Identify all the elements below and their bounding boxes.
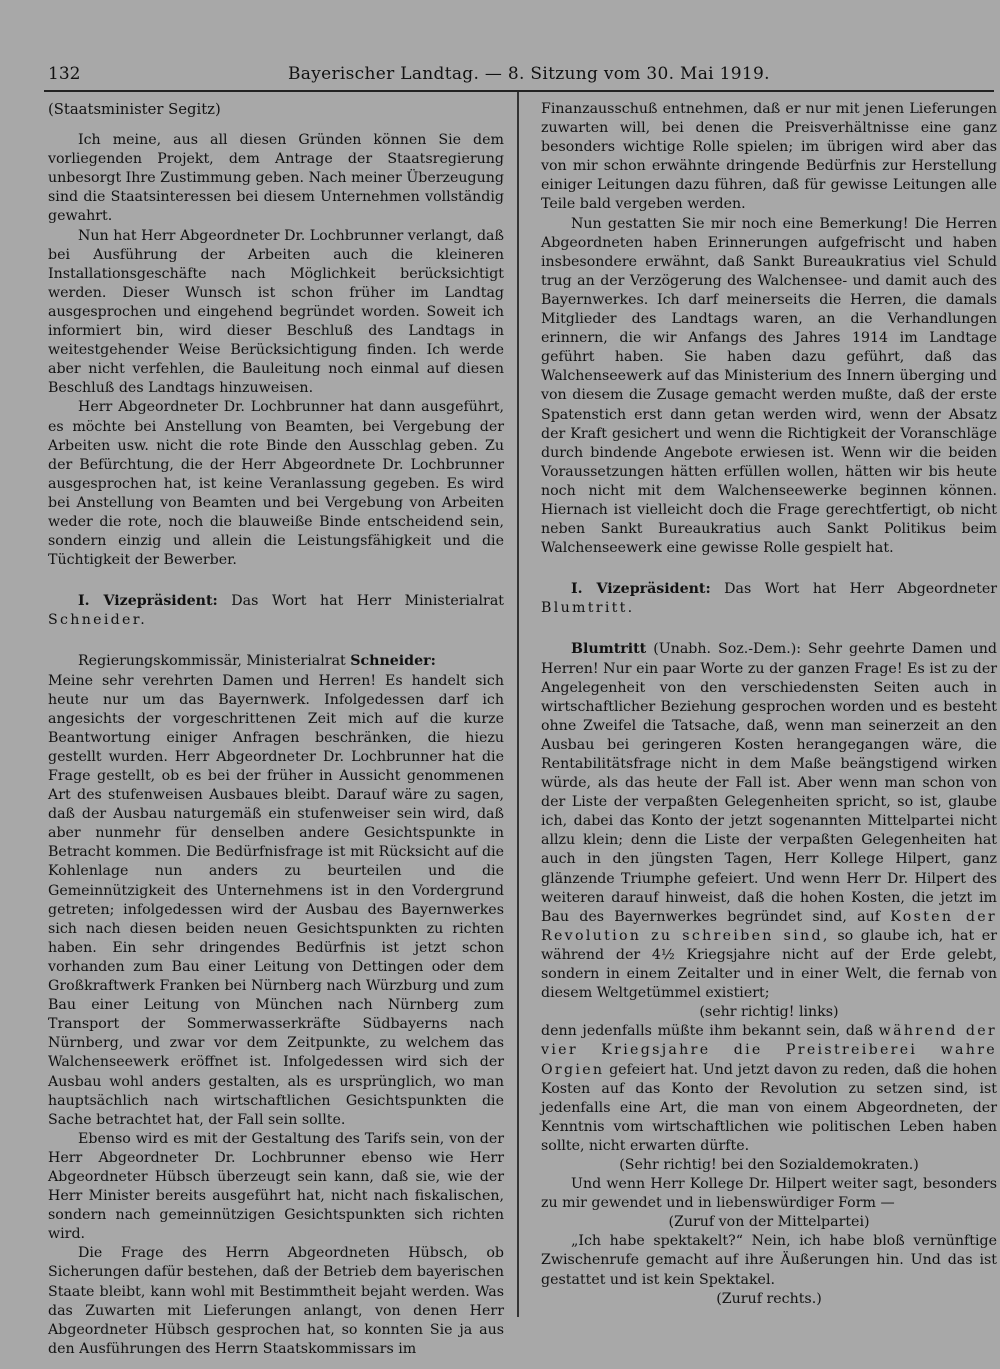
column-divider <box>517 92 519 1317</box>
running-title: Bayerischer Landtag. — 8. Sitzung vom 30. Mai 1919. <box>288 64 770 84</box>
paragraph: Nun gestatten Sie mir noch eine Bemerkung! Die Herren Abgeordneten haben Erinnerungen aufgefrischt und haben insbesondere erwähnt, daß Sankt Bureaukratius viel Schuld trug an der Verzögerung des Walchensee- und damit auch des Bayernwerkes. Ich darf meinerseits die Herren, die damals Mitglieder des Landtags waren, an die Verhandlungen erinnern, die wir Anfangs des Jahres 1914 im Landtage geführt haben. Sie haben dazu geführt, daß das Walchenseewerk auf das Ministerium des Innern überging und von diesem die Zusage gemacht werden mußte, daß der erste Spatenstich erst dann getan werden wird, wenn der Absatz der Kraft gesichert und wenn die Richtigkeit der Voranschläge durch bindende Angebote erwiesen ist. Wenn wir die beiden Voraussetzungen hätten erfüllen wollen, hätten wir bis heute noch nicht mit dem Walchenseewerke beginnen können. Hiernach ist vielleicht doch die Frage gerechtfertigt, ob nicht neben Sankt Bureaukratius auch Sankt Politikus beim Walchenseewerk eine gewisse Rolle gespielt hat. <box>541 215 997 557</box>
spaced-emphasis: Kosten der Revolution zu schreiben sind, <box>541 908 998 944</box>
vice-president-line <box>48 592 504 630</box>
paragraph: Ich meine, aus all diesen Gründen können Sie dem vorliegenden Projekt, dem Antrage der Staatsregierung unbesorgt Ihre Zustimmung geben. Nach meiner Überzeugung sind die Staatsinteressen bei diesem Unternehmen vollständig gewahrt. <box>48 132 504 225</box>
paragraph: Ebenso wird es mit der Gestaltung des Tarifs sein, von der Herr Abgeordneter Dr. Lochbrunner ebenso wie Herr Abgeordneter Hübsch überzeugt sein kann, daß sie, wie der Herr Minister bereits ausgeführt hat, nicht nach fiskalischen, sondern nach gemeinnützigen Gesichtspunkten sich richten wird. <box>48 1130 504 1243</box>
page-number: 132 <box>48 64 81 84</box>
paragraph: Finanzausschuß entnehmen, daß er nur mit jenen Lieferungen zuwarten will, bei denen die Preisverhältnisse eine ganz besonders wichtige Rolle spielen; im übrigen wird aber das von mir schon erwähnte dringende Bedürfnis zur Herstellung einiger Leitungen dazu führen, daß für gewisse Leitungen alle Teile bald vergeben werden. <box>541 101 997 213</box>
right-column <box>541 100 997 1309</box>
commissioner-line <box>48 652 504 671</box>
speaker-title: Regierungskommissär, Ministerialrat <box>78 653 346 670</box>
speech-text: denn jedenfalls müßte ihm bekannt sein, daß <box>541 1023 873 1040</box>
speaker-name: Blumtritt. <box>541 600 635 617</box>
spacer <box>48 570 504 592</box>
left-column <box>48 100 504 1359</box>
speaker-name: Schneider. <box>48 612 148 629</box>
paragraph <box>541 1022 997 1156</box>
vice-president-line <box>541 580 997 618</box>
speaker-label: I. Vizepräsident: <box>571 581 711 598</box>
interjection: (sehr richtig! links) <box>699 1004 839 1021</box>
speaker-text: Das Wort hat Herr Abgeordneter <box>724 581 997 598</box>
speaker-name: Blumtritt <box>571 641 647 658</box>
spacer <box>541 618 997 640</box>
interjection: (Zuruf rechts.) <box>716 1290 822 1307</box>
page-header <box>48 64 978 86</box>
paragraph: Und wenn Herr Kollege Dr. Hilpert weiter sagt, besonders zu mir gewendet und in liebenswürdiger Form — <box>541 1176 997 1212</box>
speaker-tag: (Staatsminister Segitz) <box>48 101 221 118</box>
speech-text: so glaube ich, hat er während der 4½ Kriegsjahre nicht auf der Erde gelebt, sondern in einem Zeitalter und in einer Welt, die fernab von diesem Weltgetümmel existiert; <box>541 927 997 1002</box>
speech-paragraph <box>541 640 997 1003</box>
paragraph: Herr Abgeordneter Dr. Lochbrunner hat dann ausgeführt, es möchte bei Anstellung von Beamten, bei Vergebung der Arbeiten usw. nicht die rote Binde den Ausschlag geben. Zu der Befürchtung, die der Herr Abgeordnete Dr. Lochbrunner ausgesprochen hat, ist keine Veranlassung gegeben. Es wird bei Anstellung von Beamten und bei Vergebung von Arbeiten weder die rote, noch die blauweiße Binde entscheidend sein, sondern einzig und allein die Leistungsfähigkeit und die Tüchtigkeit der Bewerber. <box>48 399 504 569</box>
header-rule <box>44 90 994 92</box>
speaker-party: (Unabh. Soz.-Dem.): <box>653 641 802 658</box>
interjection: (Zuruf von der Mittelpartei) <box>668 1214 870 1231</box>
interjection: (Sehr richtig! bei den Sozialdemokraten.) <box>619 1156 919 1173</box>
paragraph: Meine sehr verehrten Damen und Herren! Es handelt sich heute nur um das Bayernwerk. Infolgedessen darf ich angesichts der vorgeschrittenen Zeit mich auf die kurze Beantwortung einiger Anfragen beschränken, die hiezu gestellt wurden. Herr Abgeordneter Dr. Lochbrunner hat die Frage gestellt, ob es bei der früher in Aussicht genommenen Art des stufenweisen Ausbaues bleibt. Darauf wäre zu sagen, daß der Ausbau naturgemäß ein stufenweiser sein wird, daß aber nunmehr für denselben andere Gesichtspunkte in Betracht kommen. Die Bedürfnisfrage ist mit Rücksicht auf die Kohlenlage nun anders zu beurteilen und die Gemeinnützigkeit des Unternehmens ist in den Vordergrund getreten; infolgedessen wird der Ausbau des Bayernwerkes sich nach diesen beiden neuen Gesichtspunkten zu richten haben. Ein sehr dringendes Bedürfnis ist jetzt schon vorhanden zum Bau einer Leitung von Dettingen oder dem Großkraftwerk Franken bei Nürnberg nach Würzburg und zum Bau einer Leitung von München nach Nürnberg zum Transport der Sommerwasserkräfte Südbayerns nach Nürnberg, und zwar vor dem Zeitpunkte, zu welchem das Walchenseewerk eröffnet ist. Infolgedessen wird sich der Ausbau wohl anders gestalten, als es ursprünglich, wo man hauptsächlich nach wirtschaftlichen Gesichtspunkten die Sache betrachtet hat, der Fall sein sollte. <box>48 672 504 1128</box>
paragraph: Die Frage des Herrn Abgeordneten Hübsch, ob Sicherungen dafür bestehen, daß der Betrieb dem bayerischen Staate bleibt, kann wohl mit Bestimmtheit bejaht werden. Was das Zuwarten mit Lieferungen anlangt, von denen Herr Abgeordneter Hübsch gesprochen hat, so konnten Sie ja aus den Ausführungen des Herrn Staatskommissars im <box>48 1245 504 1357</box>
speaker-label: I. Vizepräsident: <box>78 593 218 610</box>
spacer <box>541 558 997 580</box>
speaker-name: Schneider: <box>350 653 436 670</box>
speech-text: gefeiert hat. Und jetzt davon zu reden, daß die hohen Kosten auf das Konto der Revolution zu setzen sind, ist jedenfalls eine Art, die man von einem Abgeordneten, der Kenntnis vom wirtschaftlichen wie politischen Leben haben sollte, nicht erwarten dürfte. <box>541 1061 997 1154</box>
spaced-emphasis: während der vier Kriegsjahre die Preistreiberei wahre Orgien <box>541 1023 998 1078</box>
paragraph: „Ich habe spektakelt?“ Nein, ich habe bloß vernünftige Zwischenrufe gemacht auf ihre Äußerungen hin. Und das ist gestattet und ist kein Spektakel. <box>541 1233 997 1288</box>
spacer <box>48 630 504 652</box>
speaker-text: Das Wort hat Herr Ministerialrat <box>231 593 504 610</box>
speech-text: Sehr geehrte Damen und Herren! Nur ein paar Worte zu der ganzen Frage! Es ist zu der Angelegenheit von den verschiedensten Seiten auch in wirtschaftlicher Beziehung gesprochen worden und es besteht ohne Zweifel die Tatsache, daß, wenn man seinerzeit an den Ausbau bei geringeren Kosten herangegangen wäre, die Rentabilitätsfrage nicht in dem Maße beängstigend wirken würde, als das heute der Fall ist. Aber wenn man schon von der Liste der verpaßten Gelegenheiten spricht, so ist, glaube ich, dabei das Konto der jetzt sogenannten Mittelpartei nicht allzu klein; denn die Liste der verpaßten Gelegenheiten hat auch in den jüngsten Tagen, Herr Kollege Hilpert, ganz glänzende Triumphe gefeiert. Und wenn Herr Dr. Hilpert des weiteren darauf hinweist, daß die hohen Kosten, die jetzt im Bau des Bayernwerkes begründet sind, auf <box>541 641 998 925</box>
paragraph: Nun hat Herr Abgeordneter Dr. Lochbrunner verlangt, daß bei Ausführung der Arbeiten auch die kleineren Installationsgeschäfte nach Möglichkeit berücksichtigt werden. Dieser Wunsch ist schon früher im Landtag ausgesprochen und eingehend begründet worden. Soweit ich informiert bin, wird dieser Beschluß des Landtags in weitestgehender Weise Berücksichtigung finden. Ich werde aber nicht verfehlen, die Bauleitung noch einmal auf diesen Beschluß des Landtags hinzuweisen. <box>48 227 504 397</box>
